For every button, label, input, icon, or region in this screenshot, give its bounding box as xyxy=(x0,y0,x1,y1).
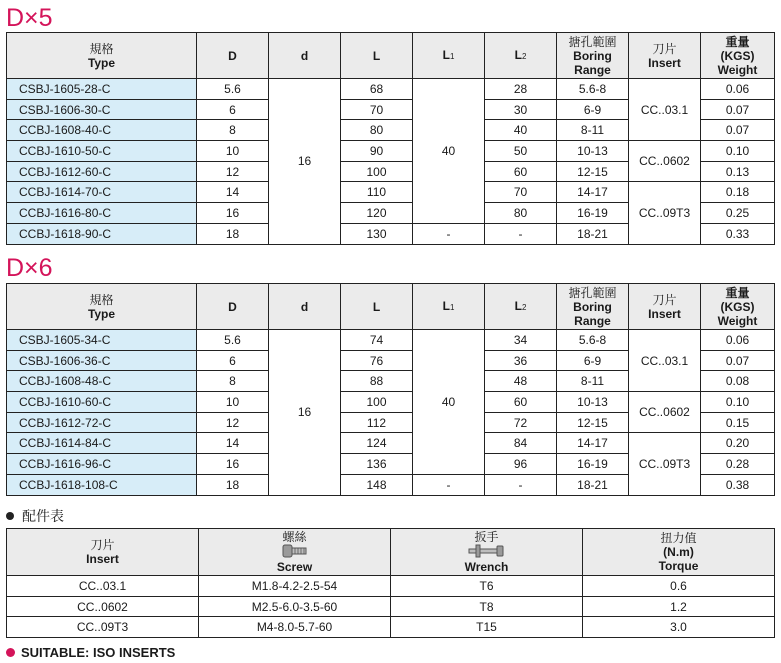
col-D: D xyxy=(197,33,269,79)
col-L1: L1 xyxy=(413,33,485,79)
col-insert: 刀片 Insert xyxy=(629,284,701,330)
type-cell: CCBJ-1612-60-C xyxy=(7,161,197,182)
bullet-icon xyxy=(6,512,14,520)
L2-cell: 36 xyxy=(485,350,557,371)
insert-cell: CC..0602 xyxy=(629,392,701,433)
col-weight: 重量 (KGS) Weight xyxy=(701,284,775,330)
D-cell: 18 xyxy=(197,223,269,244)
D-cell: 10 xyxy=(197,141,269,162)
col-type: 規格 Type xyxy=(7,284,197,330)
weight-cell: 0.07 xyxy=(701,350,775,371)
L2-cell: 60 xyxy=(485,392,557,413)
col-torque: 扭力值 (N.m) Torque xyxy=(583,529,775,576)
table-row xyxy=(7,433,775,454)
L-cell: 70 xyxy=(341,99,413,120)
table-row xyxy=(7,141,775,162)
type-cell: CSBJ-1605-28-C xyxy=(7,79,197,100)
weight-cell: 0.07 xyxy=(701,99,775,120)
spec-table-d6 xyxy=(6,283,775,496)
insert-cell: CC..03.1 xyxy=(629,79,701,141)
type-cell: CCBJ-1612-72-C xyxy=(7,412,197,433)
weight-cell: 0.07 xyxy=(701,120,775,141)
L1-cell: - xyxy=(413,223,485,244)
weight-cell: 0.08 xyxy=(701,371,775,392)
table-row xyxy=(7,392,775,413)
spec-table-d5 xyxy=(6,32,775,245)
type-cell: CSBJ-1605-34-C xyxy=(7,330,197,351)
screw-cell: M4-8.0-5.7-60 xyxy=(199,617,391,638)
weight-cell: 0.18 xyxy=(701,182,775,203)
col-weight: 重量 (KGS) Weight xyxy=(701,33,775,79)
L2-cell: - xyxy=(485,223,557,244)
type-cell: CCBJ-1608-48-C xyxy=(7,371,197,392)
D-cell: 5.6 xyxy=(197,79,269,100)
col-type: 規格 Type xyxy=(7,33,197,79)
range-cell: 8-11 xyxy=(557,371,629,392)
screw-cell: M2.5-6.0-3.5-60 xyxy=(199,596,391,617)
table-row xyxy=(7,79,775,100)
L2-cell: 48 xyxy=(485,371,557,392)
D-cell: 8 xyxy=(197,371,269,392)
D-cell: 6 xyxy=(197,99,269,120)
type-cell: CCBJ-1610-50-C xyxy=(7,141,197,162)
torque-cell: 1.2 xyxy=(583,596,775,617)
section-title-d5: D×5 xyxy=(6,4,53,32)
range-cell: 5.6-8 xyxy=(557,330,629,351)
col-d: d xyxy=(269,33,341,79)
col-d: d xyxy=(269,284,341,330)
weight-cell: 0.28 xyxy=(701,454,775,475)
wrench-cell: T15 xyxy=(391,617,583,638)
insert-cell: CC..0602 xyxy=(629,141,701,182)
L1-cell: 40 xyxy=(413,330,485,475)
L2-cell: 72 xyxy=(485,412,557,433)
L-cell: 76 xyxy=(341,350,413,371)
weight-cell: 0.38 xyxy=(701,474,775,495)
L-cell: 130 xyxy=(341,223,413,244)
col-D: D xyxy=(197,284,269,330)
range-cell: 8-11 xyxy=(557,120,629,141)
torque-cell: 3.0 xyxy=(583,617,775,638)
L-cell: 100 xyxy=(341,161,413,182)
L2-cell: 60 xyxy=(485,161,557,182)
L2-cell: 84 xyxy=(485,433,557,454)
L2-cell: 34 xyxy=(485,330,557,351)
table-row xyxy=(7,596,775,617)
insert-cell: CC..0602 xyxy=(7,596,199,617)
range-cell: 12-15 xyxy=(557,412,629,433)
D-cell: 12 xyxy=(197,161,269,182)
weight-cell: 0.10 xyxy=(701,392,775,413)
table-row xyxy=(7,617,775,638)
weight-cell: 0.25 xyxy=(701,203,775,224)
insert-cell: CC..09T3 xyxy=(7,617,199,638)
screw-icon xyxy=(199,544,390,560)
weight-cell: 0.10 xyxy=(701,141,775,162)
range-cell: 16-19 xyxy=(557,454,629,475)
L-cell: 110 xyxy=(341,182,413,203)
col-L2: L2 xyxy=(485,33,557,79)
weight-cell: 0.15 xyxy=(701,412,775,433)
L-cell: 124 xyxy=(341,433,413,454)
D-cell: 14 xyxy=(197,433,269,454)
L2-cell: 40 xyxy=(485,120,557,141)
weight-cell: 0.06 xyxy=(701,330,775,351)
d-cell: 16 xyxy=(269,330,341,496)
D-cell: 16 xyxy=(197,454,269,475)
D-cell: 14 xyxy=(197,182,269,203)
L-cell: 74 xyxy=(341,330,413,351)
range-cell: 18-21 xyxy=(557,474,629,495)
table-row xyxy=(7,576,775,597)
L-cell: 100 xyxy=(341,392,413,413)
L-cell: 112 xyxy=(341,412,413,433)
L-cell: 148 xyxy=(341,474,413,495)
insert-cell: CC..09T3 xyxy=(629,182,701,244)
weight-cell: 0.33 xyxy=(701,223,775,244)
D-cell: 10 xyxy=(197,392,269,413)
L2-cell: 50 xyxy=(485,141,557,162)
wrench-icon xyxy=(391,544,582,560)
range-cell: 16-19 xyxy=(557,203,629,224)
col-L: L xyxy=(341,284,413,330)
range-cell: 10-13 xyxy=(557,392,629,413)
weight-cell: 0.13 xyxy=(701,161,775,182)
L2-cell: - xyxy=(485,474,557,495)
accessories-table xyxy=(6,528,775,638)
d-cell: 16 xyxy=(269,79,341,245)
type-cell: CSBJ-1606-36-C xyxy=(7,350,197,371)
col-insert: 刀片 Insert xyxy=(7,529,199,576)
insert-cell: CC..03.1 xyxy=(7,576,199,597)
range-cell: 12-15 xyxy=(557,161,629,182)
D-cell: 5.6 xyxy=(197,330,269,351)
L2-cell: 80 xyxy=(485,203,557,224)
col-L2: L2 xyxy=(485,284,557,330)
D-cell: 16 xyxy=(197,203,269,224)
col-L1: L1 xyxy=(413,284,485,330)
insert-cell: CC..03.1 xyxy=(629,330,701,392)
type-cell: CCBJ-1616-96-C xyxy=(7,454,197,475)
L2-cell: 96 xyxy=(485,454,557,475)
L-cell: 90 xyxy=(341,141,413,162)
L-cell: 80 xyxy=(341,120,413,141)
range-cell: 5.6-8 xyxy=(557,79,629,100)
torque-cell: 0.6 xyxy=(583,576,775,597)
L-cell: 136 xyxy=(341,454,413,475)
L-cell: 120 xyxy=(341,203,413,224)
screw-cell: M1.8-4.2-2.5-54 xyxy=(199,576,391,597)
table-row xyxy=(7,330,775,351)
col-insert: 刀片 Insert xyxy=(629,33,701,79)
range-cell: 10-13 xyxy=(557,141,629,162)
type-cell: CCBJ-1608-40-C xyxy=(7,120,197,141)
type-cell: CCBJ-1618-108-C xyxy=(7,474,197,495)
suitable-note: SUITABLE: ISO INSERTS xyxy=(6,645,175,661)
table-row xyxy=(7,182,775,203)
D-cell: 6 xyxy=(197,350,269,371)
type-cell: CCBJ-1618-90-C xyxy=(7,223,197,244)
col-wrench: 扳手 Wrench xyxy=(391,529,583,576)
col-boring-range: 搪孔範圍 Boring Range xyxy=(557,284,629,330)
range-cell: 6-9 xyxy=(557,350,629,371)
wrench-cell: T6 xyxy=(391,576,583,597)
type-cell: CCBJ-1614-70-C xyxy=(7,182,197,203)
range-cell: 6-9 xyxy=(557,99,629,120)
range-cell: 14-17 xyxy=(557,433,629,454)
type-cell: CCBJ-1610-60-C xyxy=(7,392,197,413)
type-cell: CCBJ-1616-80-C xyxy=(7,203,197,224)
D-cell: 8 xyxy=(197,120,269,141)
range-cell: 14-17 xyxy=(557,182,629,203)
weight-cell: 0.20 xyxy=(701,433,775,454)
bullet-icon xyxy=(6,648,15,657)
L2-cell: 70 xyxy=(485,182,557,203)
weight-cell: 0.06 xyxy=(701,79,775,100)
L2-cell: 30 xyxy=(485,99,557,120)
L-cell: 68 xyxy=(341,79,413,100)
L1-cell: 40 xyxy=(413,79,485,224)
wrench-cell: T8 xyxy=(391,596,583,617)
D-cell: 18 xyxy=(197,474,269,495)
L2-cell: 28 xyxy=(485,79,557,100)
section-title-d6: D×6 xyxy=(6,254,53,282)
col-boring-range: 搪孔範圍 Boring Range xyxy=(557,33,629,79)
L-cell: 88 xyxy=(341,371,413,392)
range-cell: 18-21 xyxy=(557,223,629,244)
L1-cell: - xyxy=(413,474,485,495)
type-cell: CSBJ-1606-30-C xyxy=(7,99,197,120)
type-cell: CCBJ-1614-84-C xyxy=(7,433,197,454)
insert-cell: CC..09T3 xyxy=(629,433,701,495)
col-screw: 螺絲 Screw xyxy=(199,529,391,576)
accessories-heading: 配件表 xyxy=(6,508,64,524)
D-cell: 12 xyxy=(197,412,269,433)
col-L: L xyxy=(341,33,413,79)
